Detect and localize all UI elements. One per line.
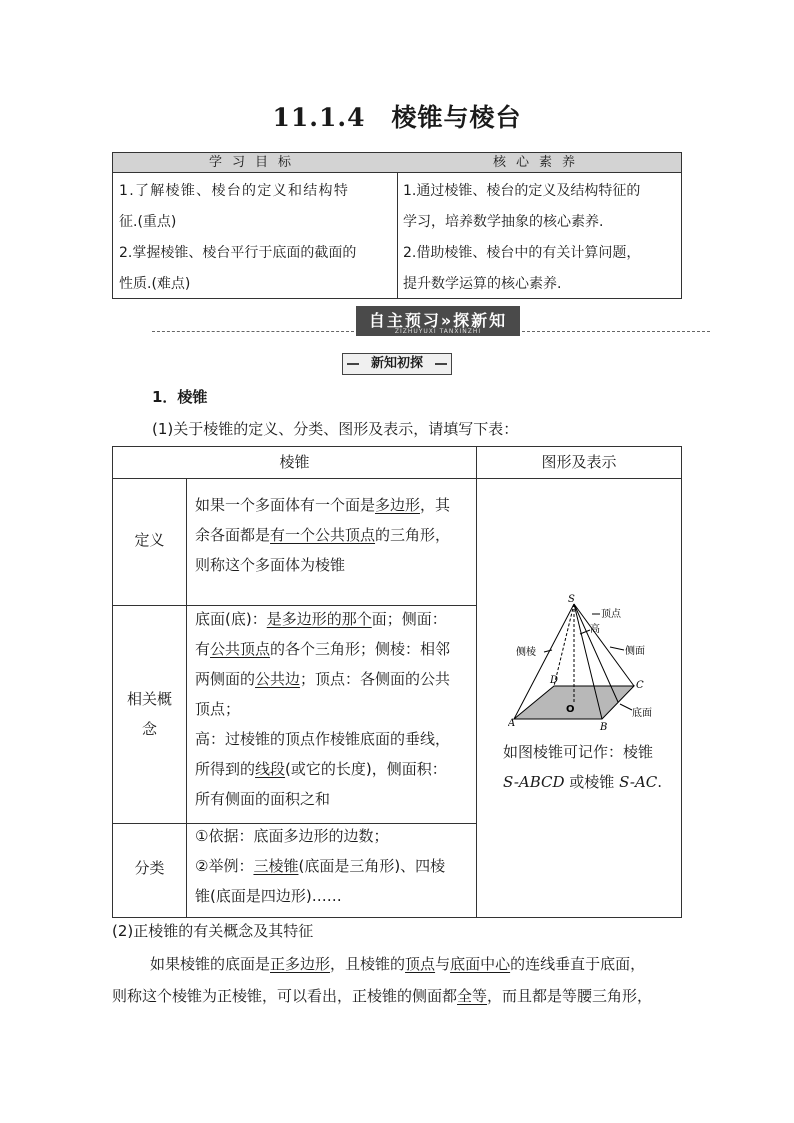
answer-blank: 多边形	[375, 496, 421, 514]
text-line: 锥(底面是四边形)……	[195, 887, 342, 905]
learning-goals-column	[113, 153, 398, 298]
answer-blank: 公共顶点	[210, 640, 271, 658]
goal-line: 征.(重点)	[119, 214, 177, 230]
text-span: ；顶点：各侧面的公共	[300, 670, 451, 688]
text-line	[112, 948, 682, 980]
text-line	[112, 980, 682, 1012]
vertex-s-label: S	[568, 594, 575, 605]
text-line: 所有侧面的面积之和	[195, 790, 331, 808]
text-span: 余各面都是	[195, 526, 271, 544]
text-span: 与	[435, 955, 451, 973]
answer-blank: 线段	[255, 760, 286, 778]
heading-regular-pyramid: (2)正棱锥的有关概念及其特征	[112, 922, 314, 940]
table-divider	[186, 478, 187, 917]
answer-blank: 有一个公共顶点	[270, 526, 376, 544]
vertex-a-label: A	[508, 718, 516, 729]
row-label-definition: 定义	[134, 531, 165, 549]
text-span: 的连线垂直于底面，	[510, 955, 646, 973]
notation: S-ABCD	[503, 773, 565, 791]
table-head-left: 棱锥	[279, 453, 310, 471]
vertex-b-label: B	[600, 722, 608, 732]
text-line	[195, 664, 450, 694]
intro-text: (1)关于棱锥的定义、分类、图形及表示，请填写下表：	[152, 420, 519, 438]
answer-blank: 顶点	[405, 955, 436, 973]
pyramid-figure	[508, 592, 668, 732]
banner-subtitle: ZIZHUYUXI TANXINZHI	[394, 328, 482, 335]
center-o-label: O	[566, 704, 575, 715]
table-head-right: 图形及表示	[541, 453, 617, 471]
text-span: 如果一个多面体有一个面是	[195, 496, 376, 514]
notation: S-AC	[619, 773, 658, 791]
text-span: 有	[195, 640, 211, 658]
core-literacy-column	[397, 153, 681, 298]
subsection-tag: 新知初探	[342, 353, 452, 375]
answer-blank: 公共边	[255, 670, 301, 688]
core-literacy-header: 核心素养	[397, 153, 681, 173]
lateral-edge-label: 侧棱	[516, 647, 536, 658]
text-line	[195, 851, 445, 881]
pyramid-table	[112, 446, 682, 918]
text-line: 则称这个多面体为棱锥	[195, 556, 346, 574]
literacy-line: 提升数学运算的核心素养.	[403, 276, 562, 292]
base-label: 底面	[632, 708, 652, 719]
text-line	[195, 490, 450, 520]
text-span: 两侧面的	[195, 670, 256, 688]
caption-line	[503, 767, 662, 797]
text-span: 底面(底)：	[195, 610, 267, 628]
text-span: 如果棱锥的底面是	[150, 955, 271, 973]
text-span: (底面是三角形)、四棱	[298, 857, 446, 875]
text-line	[195, 754, 450, 784]
text-span: ，其	[420, 496, 451, 514]
text-line	[195, 520, 450, 550]
text-span: ，而且都是等腰三角形，	[487, 987, 653, 1005]
regular-pyramid-paragraph	[112, 948, 682, 1012]
objectives-table	[112, 152, 682, 299]
label-leader	[620, 704, 632, 710]
learning-goals-header: 学习目标	[113, 153, 397, 173]
row-label-concepts-line: 念	[141, 720, 157, 738]
vertex-c-label: C	[636, 680, 644, 691]
banner-divider-right	[522, 331, 710, 332]
definition-text	[195, 490, 450, 580]
banner-divider-left	[152, 331, 354, 332]
answer-blank: 底面中心	[450, 955, 511, 973]
text-span: 的各个三角形；侧棱：相邻	[270, 640, 451, 658]
goal-line: 2.掌握棱锥、棱台平行于底面的截面的	[119, 245, 357, 261]
text-span: 所得到的	[195, 760, 256, 778]
answer-blank: 正多边形	[270, 955, 331, 973]
concepts-text	[195, 604, 450, 814]
goal-line: 1.了解棱锥、棱台的定义和结构特	[119, 183, 350, 199]
text-line: ①依据：底面多边形的边数；	[195, 827, 389, 845]
classification-text	[195, 821, 445, 911]
text-span: (或它的长度)，侧面积：	[285, 760, 447, 778]
table-divider	[476, 447, 477, 917]
text-span: 则称这个棱锥为正棱锥，可以看出，正棱锥的侧面都	[112, 987, 458, 1005]
answer-blank: 是多边形的那个	[266, 610, 372, 628]
lateral-edge-sd	[554, 604, 574, 686]
height-label: 高	[590, 624, 600, 635]
literacy-line: 1.通过棱锥、棱台的定义及结构特征的	[403, 183, 641, 199]
text-line: 高：过棱锥的顶点作棱锥底面的垂线，	[195, 730, 451, 748]
literacy-line: 2.借助棱锥、棱台中的有关计算问题，	[403, 245, 641, 261]
page-title: 11.1.4 棱锥与棱台	[272, 103, 522, 132]
goal-line: 性质.(难点)	[119, 276, 191, 292]
text-line	[195, 634, 450, 664]
text-span: 的三角形，	[375, 526, 451, 544]
vertex-d-label: D	[550, 675, 559, 686]
answer-blank: 全等	[457, 987, 488, 1005]
text-line: 顶点；	[195, 700, 241, 718]
section-banner	[356, 306, 520, 336]
table-divider	[113, 478, 681, 479]
apex-label: 顶点	[601, 609, 621, 620]
label-leader	[544, 650, 552, 652]
text-span: .	[657, 773, 663, 791]
literacy-line: 学习，培养数学抽象的核心素养.	[403, 214, 604, 230]
text-span: ②举例：	[195, 857, 254, 875]
row-label-classification: 分类	[134, 859, 165, 877]
label-leader	[580, 630, 590, 634]
text-line	[195, 604, 450, 634]
text-span: ，且棱锥的	[330, 955, 406, 973]
row-label-concepts	[113, 684, 186, 744]
heading-pyramid: 1．棱锥	[152, 388, 208, 406]
row-label-concepts-line: 相关概	[126, 690, 172, 708]
caption-line: 如图棱锥可记作：棱锥	[503, 743, 654, 761]
text-span: 面；侧面：	[371, 610, 447, 628]
figure-caption	[503, 737, 662, 797]
banner-title: 自主预习»探新知	[368, 311, 508, 330]
text-span: 或棱锥	[564, 773, 620, 791]
label-leader	[610, 647, 624, 650]
lateral-face-label: 侧面	[625, 646, 645, 657]
answer-blank: 三棱锥	[253, 857, 299, 875]
